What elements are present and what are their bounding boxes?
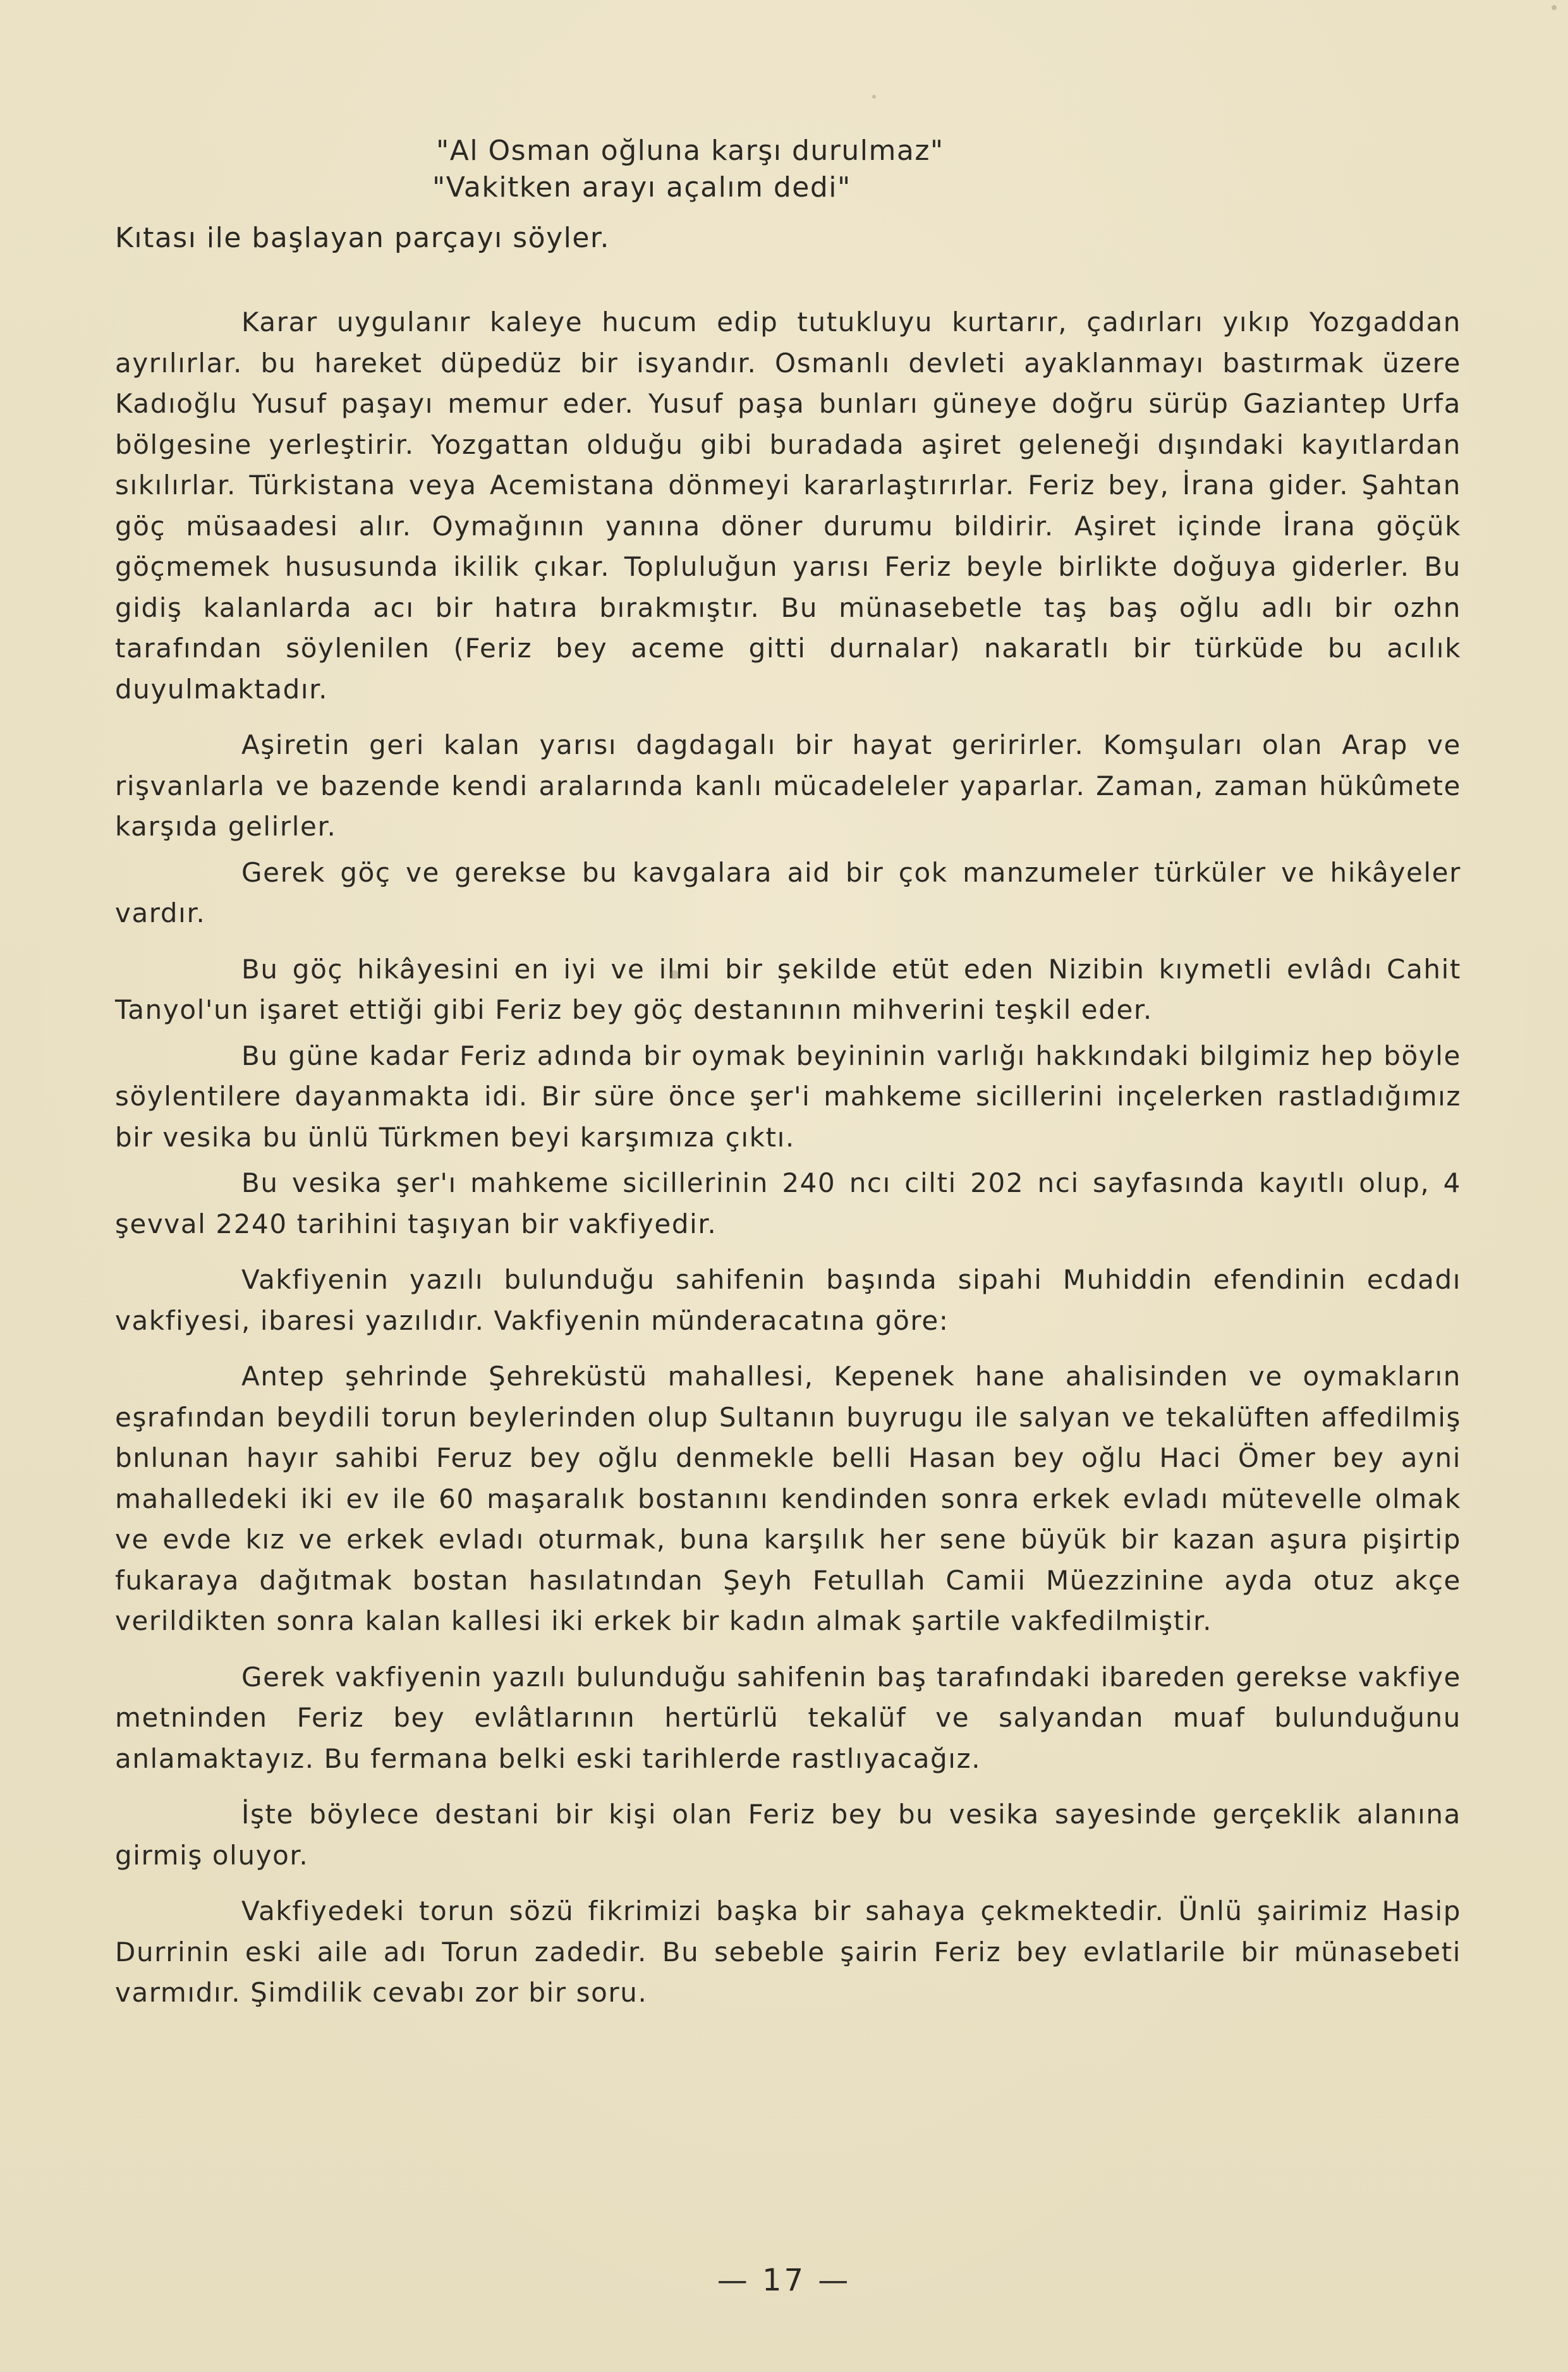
verse-intro-line: Kıtası ile başlayan parçayı söyler. <box>115 222 610 254</box>
paragraph-tribe-remainder: Aşiretin geri kalan yarısı dagdagalı bir hayat geririrler. Komşuları olan Arap ve rişvanlarla ve bazende kendi aralarında kanlı mücadeleler yaparlar. Zaman, zaman hükûmete karşıda gelirler. <box>115 729 1461 842</box>
paragraph-reality: İşte böylece destani bir kişi olan Feriz bey bu vesika sayesinde gerçeklik alanına girmiş oluyor. <box>115 1799 1461 1871</box>
paragraph-document-found: Bu güne kadar Feriz adında bir oymak beyininin varlığı hakkındaki bilgimiz hep böyle söylentilere dayanmakta idi. Bir süre önce şer'i mahkeme sicillerini inçelerken rastladığımız bir vesika bu ünlü Türkmen beyi karşımıza çıktı. <box>115 1040 1461 1153</box>
paragraph-torun: Vakfiyedeki torun sözü fikrimizi başka bir sahaya çekmektedir. Ünlü şairimiz Hasip Durrinin eski aile adı Torun zadedir. Bu sebeble şairin Feriz bey evlatlarile bir münasebeti varmıdır. Şimdilik cevabı zor bir soru. <box>115 1895 1461 2008</box>
paper-speck <box>1552 5 1557 10</box>
verse-quote <box>432 133 944 206</box>
paragraph-exemption: Gerek vakfiyenin yazılı bulunduğu sahifenin baş tarafındaki ibareden gerekse vakfiye metninden Feriz bey evlâtlarının hertürlü tekalüf ve salyandan muaf bulunduğunu anlamaktayız. Bu fermana belki eski tarihlerde rastlıyacağız. <box>115 1661 1461 1774</box>
verse-line-1: "Al Osman oğluna karşı durulmaz" <box>436 135 944 167</box>
verse-line-2: "Vakitken arayı açalım dedi" <box>432 171 851 204</box>
paragraph-vakfiye-header: Vakfiyenin yazılı bulunduğu sahifenin başında sipahi Muhiddin efendinin ecdadı vakfiyesi, ibaresi yazılıdır. Vakfiyenin münderacatına göre: <box>115 1264 1461 1336</box>
body-text <box>115 302 1461 2029</box>
paragraph-tanyol: Bu göç hikâyesini en iyi ve ilmi bir şekilde etüt eden Nizibin kıymetli evlâdı Cahit Tanyol'un işaret ettiği gibi Feriz bey göç destanının mihverini teşkil eder. <box>115 953 1461 1025</box>
paragraph-feriz-revolt: Karar uygulanır kaleye hucum edip tutukluyu kurtarır, çadırları yıkıp Yozgaddan ayrılırlar. bu hareket düpedüz bir isyandır. Osmanlı devleti ayaklanmayı bastırmak üzere Kadıoğlu Yusuf paşayı memur eder. Yusuf paşa bunları güneye doğru sürüp Gaziantep Urfa bölgesine yerleştirir. Yozgattan olduğu gibi buradada aşiret geleneği dışındaki kayıtlardan sıkılırlar. Türkistana veya Acemistana dönmeyi kararlaştırırlar. Feriz bey, İrana gider. Şahtan göç müsaadesi alır. Oymağının yanına döner durumu bildirir. Aşiret içinde İrana göçük göçmemek hususunda ikilik çıkar. Topluluğun yarısı Feriz beyle birlikte doğuya giderler. Bu gidiş kalanlarda acı bir hatıra bırakmıştır. Bu münasebetle taş baş oğlu adlı bir ozhn tarafından söylenilen (Feriz bey aceme gitti durnalar) nakaratlı bir türküde bu acılık duyulmaktadır. <box>115 307 1461 705</box>
page-number: — 17 — <box>717 2263 851 2298</box>
paper-speck <box>670 970 679 979</box>
paper-speck <box>872 95 876 99</box>
paragraph-registry: Bu vesika şer'ı mahkeme sicillerinin 240 ncı cilti 202 nci sayfasında kayıtlı olup, 4 şevval 2240 tarihini taşıyan bir vakfiyedir. <box>115 1167 1461 1239</box>
paragraph-vakfiye-content: Antep şehrinde Şehreküstü mahallesi, Kepenek hane ahalisinden ve oymakların eşrafından beydili torun beylerinden olup Sultanın buyrugu ile salyan ve tekalüften affedilmiş bnlunan hayır sahibi Feruz bey oğlu denmekle belli Hasan bey oğlu Haci Ömer bey ayni mahalledeki iki ev ile 60 maşaralık bostanını kendinden sonra erkek evladı mütevelle olmak ve evde kız ve erkek evladı oturmak, buna karşılık her sene büyük bir kazan aşura pişirtip fukaraya dağıtmak bostan hasılatından Şeyh Fetullah Camii Müezzinine ayda otuz akçe verildikten sonra kalan kallesi iki erkek bir kadın almak şartile vakfedilmiştir. <box>115 1361 1461 1636</box>
paragraph-poems: Gerek göç ve gerekse bu kavgalara aid bir çok manzumeler türküler ve hikâyeler vardır. <box>115 856 1461 928</box>
